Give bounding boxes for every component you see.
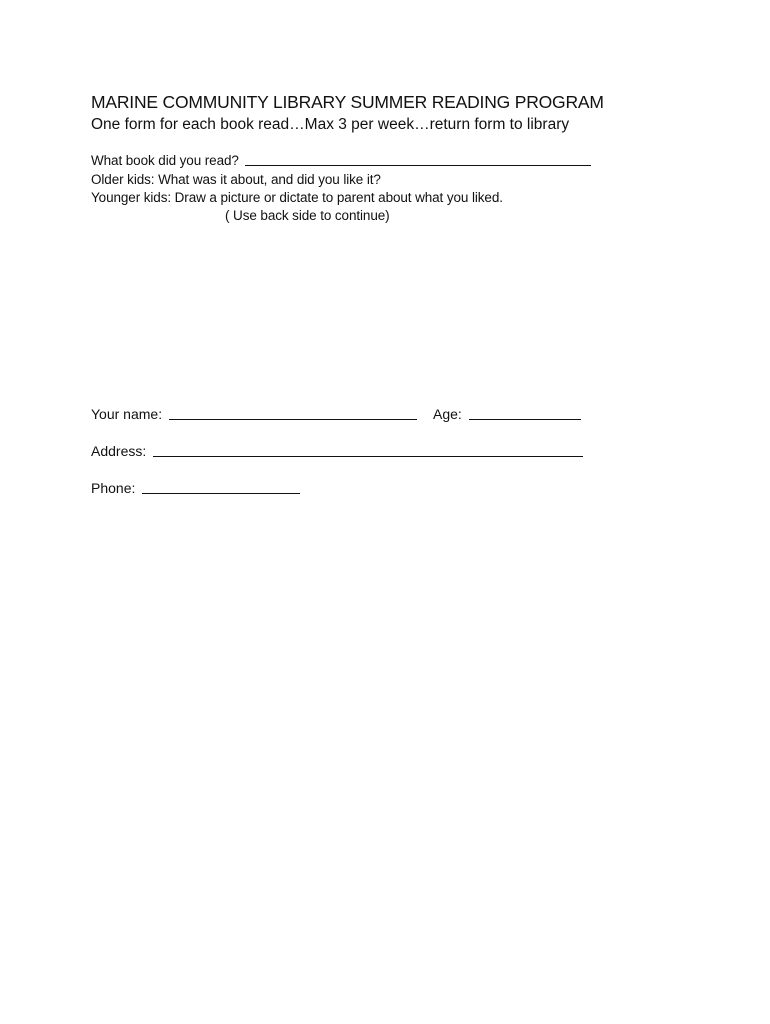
name-blank[interactable] xyxy=(169,418,417,420)
address-label: Address: xyxy=(91,443,147,459)
age-row xyxy=(433,407,581,421)
name-row xyxy=(91,407,417,421)
phone-row xyxy=(91,481,300,495)
form-subtitle: One form for each book read…Max 3 per week…return form to library xyxy=(91,116,570,133)
name-label: Your name: xyxy=(91,406,163,422)
age-blank[interactable] xyxy=(469,418,581,420)
phone-label: Phone: xyxy=(91,480,136,496)
form-title: MARINE COMMUNITY LIBRARY SUMMER READING PROGRAM xyxy=(91,92,604,112)
younger-kids-prompt: Younger kids: Draw a picture or dictate to parent about what you liked. xyxy=(91,190,503,205)
phone-blank[interactable] xyxy=(142,492,300,494)
book-question-label: What book did you read? xyxy=(91,153,239,168)
book-title-blank[interactable] xyxy=(245,164,591,166)
address-blank[interactable] xyxy=(153,455,583,457)
address-row xyxy=(91,444,583,458)
older-kids-prompt: Older kids: What was it about, and did you like it? xyxy=(91,172,381,187)
age-label: Age: xyxy=(433,406,462,422)
book-question-row xyxy=(91,154,591,168)
continue-note: ( Use back side to continue) xyxy=(225,208,390,223)
